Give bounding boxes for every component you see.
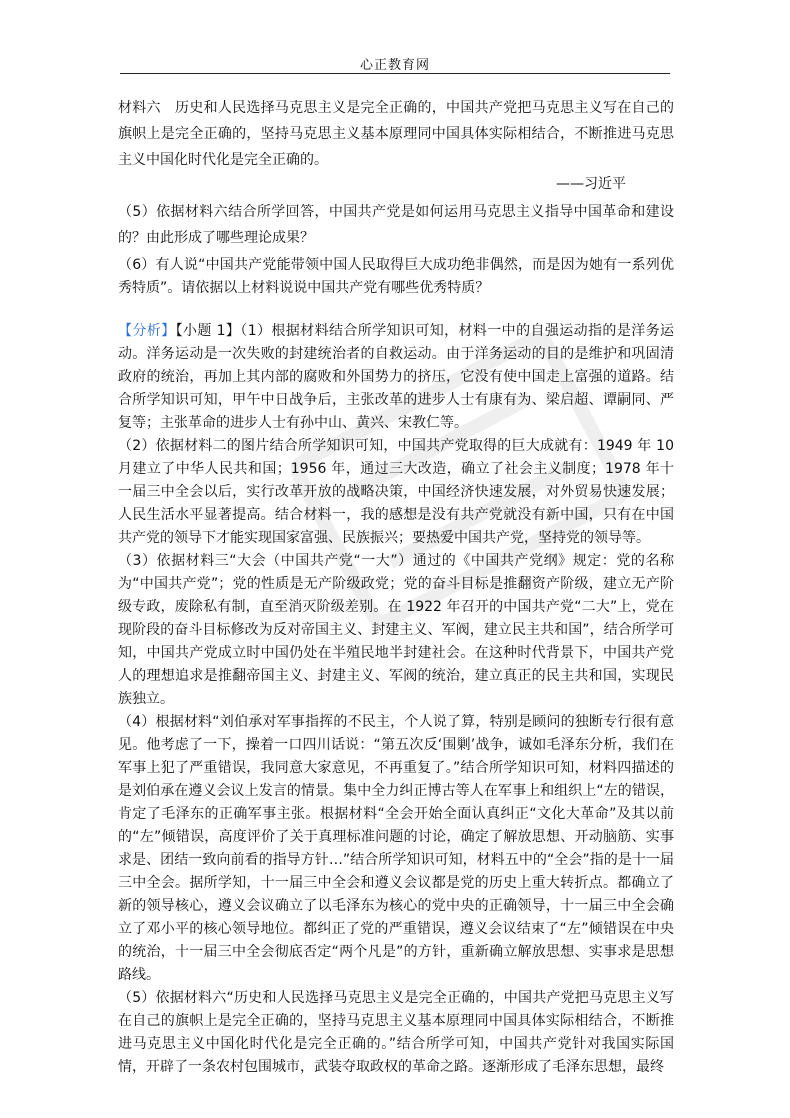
analysis-paragraph-1-text: 【小题 1】（1）根据材料结合所学知识可知，材料一中的自强运动指的是洋务运动。洋务运动是一次失败的封建统治者的自救运动。由于洋务运动的目的是维护和巩固清政府的统治，再加上其内部的腐败和外国势力的挤压，它没有使中国走上富强的道路。结合所学知识可知，甲午中日战争后，主张改革的进步人士有康有为、梁启超、谭嗣同、严复等；主张革命的进步人士有孙中山、黄兴、宋教仁等。 <box>118 323 675 431</box>
header-divider <box>120 73 670 74</box>
analysis-paragraph-4: （4）根据材料“刘伯承对军事指挥的不民主，个人说了算，特别是顾问的独断专行很有意见。他考虑了一下，操着一口四川话说：“第五次反‘围剿’战争，诚如毛泽东分析，我们在军事上犯了严重错误，我同意大家意见，不再重复了。”结合所学知识可知，材料四描述的是刘伯承在遵义会议上发言的情景。集中全力纠正博古等人在军事上和组织上“左的错误，肯定了毛泽东的正确军事主张。根据材料“全会开始全面认真纠正“文化大革命”及其以前的“左”倾错误，高度评价了关于真理标准问题的讨论，确定了解放思想、开动脑筋、实事求是、团结一致向前看的指导方针…”结合所学知识可知，材料五中的“全会”指的是十一届三中全会。据所学知，十一届三中全会和遵义会议都是党的历史上重大转折点。都确立了新的领导核心，遵义会议确立了以毛泽东为核心的党中央的正确领导，十一届三中全会确立了邓小平的核心领导地位。都纠正了党的严重错误，遵义会议结束了“左”倾错误在中央的统治，十一届三中全会彻底否定“两个凡是”的方针，重新确立解放思想、实事求是思想路线。 <box>118 714 674 983</box>
page-header-site-name: 心正教育网 <box>359 58 430 73</box>
analysis-section <box>118 320 674 1079</box>
analysis-paragraph-1 <box>118 320 674 435</box>
analysis-paragraph-5: （5）依据材料六“历史和人民选择马克思主义是完全正确的，中国共产党把马克思主义写在自己的旗帜上是完全正确的，坚持马克思主义基本原理同中国具体实际相结合，不断推进马克思主义中国化时代化是完全正确的。”结合所学可知，中国共产党针对我国实际国情，开辟了一条农村包围城市，武装夺取政权的革命之路。逐渐形成了毛泽东思想，最终 <box>118 990 674 1075</box>
question-5: （5）依据材料六结合所学回答，中国共产党是如何运用马克思主义指导中国革命和建设的？由此形成了哪些理论成果？ <box>118 204 674 246</box>
material-six-text: 材料六 历史和人民选择马克思主义是完全正确的，中国共产党把马克思主义写在自己的旗帜上是完全正确的，坚持马克思主义基本原理同中国具体实际相结合，不断推进马克思主义中国化时代化是完全正确的。 <box>118 100 674 168</box>
section-gap <box>118 300 674 320</box>
document-body <box>118 95 674 1079</box>
analysis-paragraph-3: （3）依据材料三“大会（中国共产党“一大”）通过的《中国共产党纲》规定：党的名称为“中国共产党”；党的性质是无产阶级政党；党的奋斗目标是推翻资产阶级，建立无产阶级专政，废除私有制，直至消灭阶级差别。在 1922 年召开的中国共产党“二大”上，党在现阶段的奋斗目标修改为反对帝国主义、封建主义、军阀，建立民主共和国”，结合所学可知，中国共产党成立时中国仍处在半殖民地半封建社会。在这种时代背景下，中国共产党人的理想追求是推翻帝国主义、封建主义、军阀的统治，建立真正的民主共和国，实现民族独立。 <box>118 553 674 707</box>
question-6: （6）有人说“中国共产党能带领中国人民取得巨大成功绝非偶然，而是因为她有一系列优秀特质”。请依据以上材料说说中国共产党有哪些优秀特质？ <box>118 257 674 296</box>
material-six-attribution: ——习近平 <box>556 176 626 192</box>
analysis-tag: 【分析】 <box>118 323 176 339</box>
analysis-paragraph-2: （2）依据材料二的图片结合所学知识可知，中国共产党取得的巨大成就有：1949 年 10 月建立了中华人民共和国；1956 年，通过三大改造，确立了社会主义制度；1978 年十一届三中全会以后，实行改革开放的战略决策，中国经济快速发展，对外贸易快速发展；人民生活水平显著提高。结合材料一，我的感想是没有共产党就没有新中国，只有在中国共产党的领导下才能实现国家富强、民族振兴；要热爱中国共产党，坚持党的领导等。 <box>118 438 674 546</box>
